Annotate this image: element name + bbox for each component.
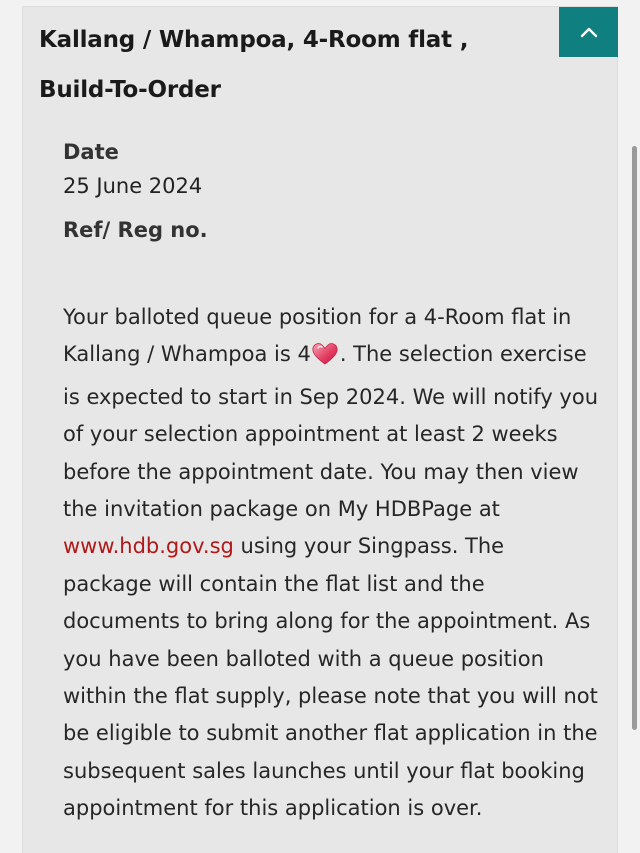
message-body [63,299,599,828]
collapse-button[interactable] [559,7,618,57]
meta-section [63,135,208,247]
card-title-line1: Kallang / Whampoa, 4-Room flat , [39,27,469,53]
heart-emoji-icon [311,341,339,378]
message-part3: using your Singpass. The package will contain the flat list and the documents to bring along for the appointment. As you have been balloted with a queue position within the flat supply, please note that you will not be eligible to submit another flat application in the subsequent sales launches until your flat booking appointment for this application is over. [63,534,598,821]
card-title-line2: Build-To-Order [39,77,221,103]
card-title [39,15,549,115]
message-part2: . The selection exercise is expected to start in Sep 2024. We will notify you of your selection appointment at least 2 weeks before the appointment date. You may then view the invitation package on My HDBPage at [63,342,599,522]
message-part1: Your balloted queue position for a 4-Room flat in Kallang / Whampoa is 4 [63,305,572,367]
application-card [22,6,618,853]
chevron-up-icon [579,25,599,39]
date-label: Date [63,140,119,164]
scrollbar[interactable] [632,146,637,730]
hdb-website-link[interactable]: www.hdb.gov.sg [63,534,234,559]
date-value: 25 June 2024 [63,174,203,198]
ref-label: Ref/ Reg no. [63,218,208,242]
